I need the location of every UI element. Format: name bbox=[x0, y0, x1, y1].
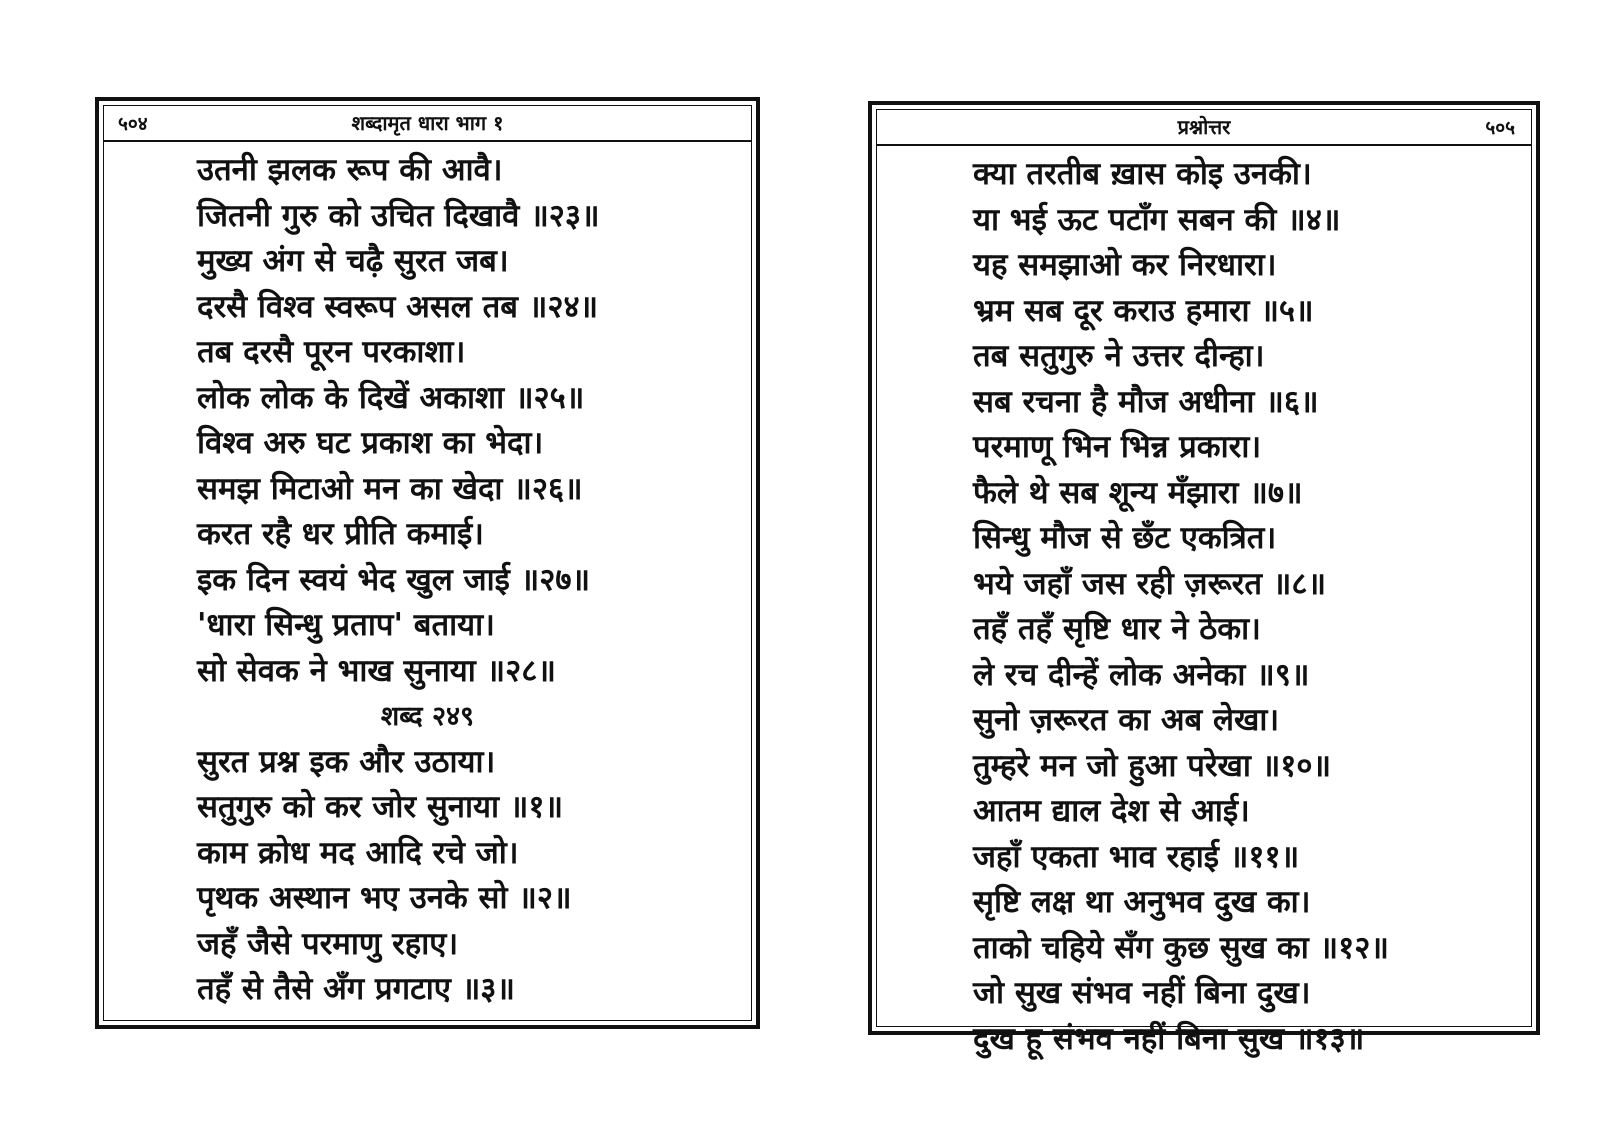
verse-line: ले रच दीन्हें लोक अनेका ॥९॥ bbox=[973, 656, 1310, 693]
left-verse-list bbox=[104, 148, 751, 1013]
verse-line: तब सतुगुरु ने उत्तर दीन्हा। bbox=[973, 338, 1265, 374]
verse-line: दुख हू संभव नहीं बिना सुख ॥१३॥ bbox=[973, 1020, 1365, 1057]
verse-line: तहँ तहँ सृष्टि धार ने ठेका। bbox=[973, 611, 1261, 647]
verse-line: परमाणू भिन भिन्न प्रकारा। bbox=[973, 429, 1262, 465]
left-running-title: शब्दामृत धारा भाग १ bbox=[351, 111, 504, 135]
verse-line: तब दरसै पूरन परकाशा। bbox=[197, 334, 466, 370]
verse-line: करत रहै धर प्रीति कमाई। bbox=[197, 516, 484, 552]
verse-line: या भई ऊट पटाँग सबन की ॥४॥ bbox=[973, 201, 1341, 238]
verse-line: विश्व अरु घट प्रकाश का भेदा। bbox=[197, 425, 544, 461]
verse-line: सृष्टि लक्ष था अनुभव दुख का। bbox=[973, 884, 1311, 920]
verse-line: सतुगुरु को कर जोर सुनाया ॥१॥ bbox=[197, 789, 564, 825]
verse-line: ताको चहिये सँग कुछ सुख का ॥१२॥ bbox=[973, 929, 1389, 966]
verse-line: सुनो ज़रूरत का अब लेखा। bbox=[973, 702, 1280, 738]
verse-line: फैले थे सब शून्य मँझारा ॥७॥ bbox=[973, 474, 1303, 511]
verse-line: इक दिन स्वयं भेद खुल जाई ॥२७॥ bbox=[197, 561, 591, 598]
verse-line: सो सेवक ने भाख सुनाया ॥२८॥ bbox=[197, 652, 556, 689]
verse-line: उतनी झलक रूप की आवै। bbox=[197, 152, 503, 188]
right-page-frame bbox=[876, 109, 1532, 1057]
verse-line: पृथक अस्थान भए उनके सो ॥२॥ bbox=[197, 880, 572, 916]
left-page bbox=[95, 97, 760, 1029]
verse-line: मुख्य अंग से चढ़ै सुरत जब। bbox=[197, 243, 509, 279]
verse-line: सुरत प्रश्न इक और उठाया। bbox=[197, 743, 496, 780]
verse-line: क्या तरतीब ख़ास कोइ उनकी। bbox=[973, 156, 1312, 192]
verse-line: सब रचना है मौज अधीना ॥६॥ bbox=[973, 383, 1319, 420]
verse-line: तहँ से तैसे अँग प्रगटाए ॥३॥ bbox=[197, 971, 515, 1007]
verse-line: भ्रम सब दूर कराउ हमारा ॥५॥ bbox=[973, 292, 1314, 329]
right-page-header bbox=[877, 110, 1531, 146]
section-heading: शब्द २४९ bbox=[380, 701, 475, 732]
verse-line: लोक लोक के दिखें अकाशा ॥२५॥ bbox=[197, 379, 585, 416]
verse-line: जहँ जैसे परमाणु रहाए। bbox=[197, 925, 459, 962]
verse-line: 'धारा सिन्धु प्रताप' बताया। bbox=[197, 607, 495, 643]
right-page-number: ५०५ bbox=[1485, 117, 1515, 139]
verse-line: समझ मिटाओ मन का खेदा ॥२६॥ bbox=[197, 470, 583, 507]
right-page bbox=[868, 101, 1540, 1057]
verse-line: जितनी गुरु को उचित दिखावै ॥२३॥ bbox=[197, 197, 600, 234]
verse-line: तुम्हरे मन जो हुआ परेखा ॥१०॥ bbox=[973, 747, 1332, 784]
verse-line: सिन्धु मौज से छँट एकत्रित। bbox=[973, 520, 1277, 556]
verse-line: भये जहाँ जस रही ज़रूरत ॥८॥ bbox=[973, 565, 1327, 602]
left-page-number: ५०४ bbox=[118, 113, 148, 135]
right-verse-list bbox=[877, 152, 1531, 1062]
verse-line: दरसै विश्व स्वरूप असल तब ॥२४॥ bbox=[197, 288, 599, 325]
left-page-header bbox=[104, 106, 751, 142]
verse-line: आतम द्याल देश से आई। bbox=[973, 793, 1250, 829]
verse-line: यह समझाओ कर निरधारा। bbox=[973, 247, 1277, 283]
verse-line: काम क्रोध मद आदि रचे जो। bbox=[197, 834, 519, 871]
left-page-frame bbox=[103, 105, 752, 1021]
verse-line: जो सुख संभव नहीं बिना दुख। bbox=[973, 975, 1311, 1011]
verse-line: जहाँ एकता भाव रहाई ॥११॥ bbox=[973, 838, 1300, 875]
right-running-title: प्रश्नोत्तर bbox=[1177, 115, 1231, 139]
